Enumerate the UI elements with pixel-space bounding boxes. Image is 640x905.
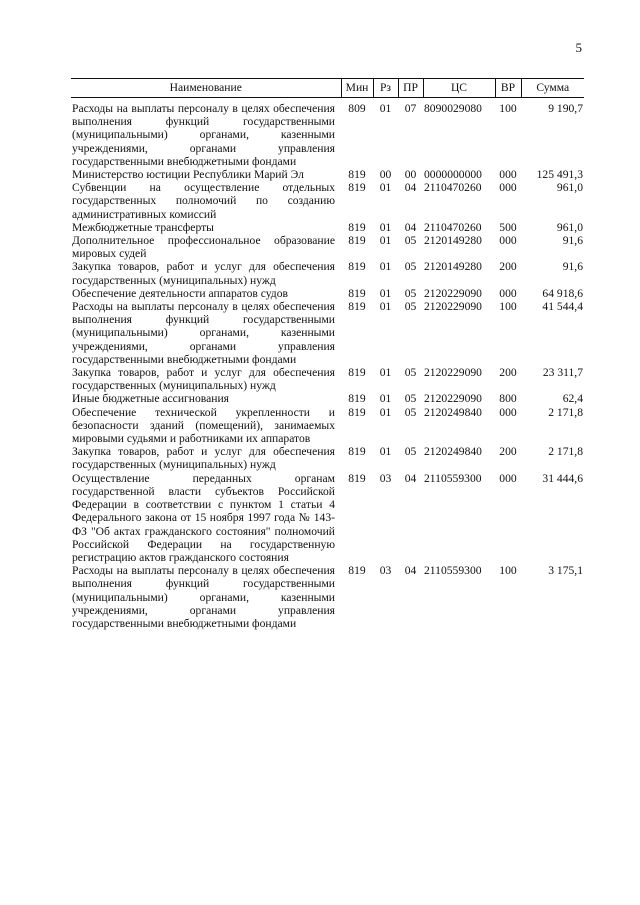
row-pr: 05 bbox=[404, 445, 417, 459]
row-vr: 200 bbox=[499, 366, 517, 380]
row-cs: 2110559300 bbox=[424, 564, 482, 578]
header-pr: ПР bbox=[398, 79, 423, 98]
row-vr: 000 bbox=[499, 234, 517, 248]
row-rz: 01 bbox=[379, 392, 392, 406]
row-rz: 01 bbox=[379, 181, 392, 195]
header-sum: Сумма bbox=[521, 79, 584, 98]
row-vr: 200 bbox=[499, 445, 517, 459]
header-rz: Рз bbox=[373, 79, 398, 98]
row-min: 819 bbox=[348, 181, 366, 195]
row-cs: 2120149280 bbox=[424, 260, 482, 274]
row-cs: 2120229090 bbox=[424, 366, 482, 380]
row-min: 819 bbox=[348, 471, 366, 485]
row-vr: 100 bbox=[499, 300, 517, 314]
row-min: 809 bbox=[348, 102, 366, 115]
row-name: Закупка товаров, работ и услуг для обеспечения государственных (муниципальных) нужд bbox=[72, 260, 335, 287]
row-min: 819 bbox=[348, 168, 366, 182]
row-rz: 01 bbox=[379, 366, 392, 380]
row-name: Обеспечение деятельности аппаратов судов bbox=[72, 286, 288, 300]
row-sum: 2 171,8 bbox=[548, 405, 583, 419]
row-pr: 00 bbox=[404, 168, 417, 182]
row-cs: 2120249840 bbox=[424, 405, 482, 419]
table-row bbox=[71, 445, 584, 471]
row-cs: 2120229090 bbox=[424, 392, 482, 406]
row-vr: 100 bbox=[499, 102, 517, 115]
row-name: Расходы на выплаты персоналу в целях обеспечения выполнения функций государственными (муниципальными) органами, казенными учреждениями, органами управления государственными внебюджетными фондами bbox=[72, 102, 335, 168]
table-header-row bbox=[71, 79, 584, 98]
row-vr: 000 bbox=[499, 471, 517, 485]
table-row bbox=[71, 221, 584, 234]
row-cs: 2110559300 bbox=[424, 471, 482, 485]
row-cs: 2110470260 bbox=[424, 181, 482, 195]
row-min: 819 bbox=[348, 564, 366, 578]
row-rz: 01 bbox=[379, 286, 392, 300]
page-number: 5 bbox=[575, 40, 582, 55]
row-sum: 64 918,6 bbox=[542, 286, 583, 300]
row-pr: 05 bbox=[404, 286, 417, 300]
table-row bbox=[71, 98, 584, 169]
row-rz: 01 bbox=[379, 220, 392, 234]
row-name: Дополнительное профессиональное образование мировых судей bbox=[72, 234, 335, 261]
row-pr: 04 bbox=[404, 471, 417, 485]
row-vr: 500 bbox=[499, 220, 517, 234]
row-name: Субвенции на осуществление отдельных государственных полномочий по созданию административных комиссий bbox=[72, 181, 335, 221]
row-vr: 100 bbox=[499, 564, 517, 578]
row-cs: 0000000000 bbox=[424, 168, 482, 182]
row-rz: 01 bbox=[379, 300, 392, 314]
row-rz: 00 bbox=[379, 168, 392, 182]
row-name: Межбюджетные трансферты bbox=[72, 220, 214, 234]
row-vr: 000 bbox=[499, 168, 517, 182]
row-sum: 31 444,6 bbox=[542, 471, 583, 485]
row-pr: 04 bbox=[404, 181, 417, 195]
row-cs: 2120249840 bbox=[424, 445, 482, 459]
row-pr: 05 bbox=[404, 234, 417, 248]
row-rz: 01 bbox=[379, 405, 392, 419]
row-rz: 01 bbox=[379, 102, 392, 115]
table-row bbox=[71, 366, 584, 392]
row-rz: 01 bbox=[379, 260, 392, 274]
row-min: 819 bbox=[348, 234, 366, 248]
row-name: Закупка товаров, работ и услуг для обеспечения государственных (муниципальных) нужд bbox=[72, 366, 335, 393]
row-sum: 9 190,7 bbox=[548, 102, 583, 115]
table-row bbox=[71, 181, 584, 221]
row-pr: 05 bbox=[404, 392, 417, 406]
row-pr: 05 bbox=[404, 260, 417, 274]
row-cs: 2110470260 bbox=[424, 220, 482, 234]
row-name: Расходы на выплаты персоналу в целях обеспечения выполнения функций государственными (муниципальными) органами, казенными учреждениями, органами управления государственными внебюджетными фондами bbox=[72, 564, 335, 630]
table-row bbox=[71, 168, 584, 181]
row-min: 819 bbox=[348, 300, 366, 314]
row-name: Осуществление переданных органам государственной власти субъектов Российской Федерации в соответствии с пунктом 1 статьи 4 Федерального закона от 15 ноября 1997 года № 143-ФЗ "Об актах гражданского состояния" полномочий Российской Федерации на государственную регистрацию актов гражданского состояния bbox=[72, 471, 335, 564]
row-rz: 01 bbox=[379, 234, 392, 248]
row-sum: 62,4 bbox=[562, 392, 583, 406]
table-row bbox=[71, 300, 584, 366]
row-sum: 41 544,4 bbox=[542, 300, 583, 314]
row-cs: 2120149280 bbox=[424, 234, 482, 248]
row-pr: 04 bbox=[404, 220, 417, 234]
row-cs: 2120229090 bbox=[424, 286, 482, 300]
row-sum: 3 175,1 bbox=[548, 564, 583, 578]
table-row bbox=[71, 406, 584, 446]
row-pr: 05 bbox=[404, 405, 417, 419]
row-name: Обеспечение технической укрепленности и безопасности зданий (помещений), занимаемых мировыми судьями и работниками их аппаратов bbox=[72, 405, 335, 446]
row-pr: 05 bbox=[404, 366, 417, 380]
header-cs: ЦС bbox=[423, 79, 495, 98]
row-vr: 000 bbox=[499, 405, 517, 419]
row-sum: 2 171,8 bbox=[548, 445, 583, 459]
row-sum: 961,0 bbox=[556, 181, 583, 195]
row-name: Министерство юстиции Республики Марий Эл bbox=[72, 168, 304, 182]
row-cs: 8090029080 bbox=[424, 102, 482, 115]
row-cs: 2120229090 bbox=[424, 300, 482, 314]
table-row bbox=[71, 260, 584, 286]
row-vr: 800 bbox=[499, 392, 517, 406]
row-pr: 05 bbox=[404, 300, 417, 314]
row-rz: 03 bbox=[379, 564, 392, 578]
header-name: Наименование bbox=[71, 79, 341, 98]
row-vr: 000 bbox=[499, 181, 517, 195]
header-vr: ВР bbox=[495, 79, 521, 98]
table-row bbox=[71, 234, 584, 260]
table-row bbox=[71, 392, 584, 405]
row-min: 819 bbox=[348, 260, 366, 274]
row-sum: 91,6 bbox=[562, 234, 583, 248]
row-min: 819 bbox=[348, 405, 366, 419]
budget-table bbox=[71, 78, 584, 630]
row-sum: 961,0 bbox=[556, 220, 583, 234]
row-min: 819 bbox=[348, 445, 366, 459]
table-row bbox=[71, 287, 584, 300]
row-pr: 07 bbox=[404, 102, 417, 115]
row-sum: 125 491,3 bbox=[536, 168, 583, 182]
row-min: 819 bbox=[348, 220, 366, 234]
row-min: 819 bbox=[348, 366, 366, 380]
row-sum: 91,6 bbox=[562, 260, 583, 274]
row-sum: 23 311,7 bbox=[542, 366, 583, 380]
table-row bbox=[71, 472, 584, 564]
row-name: Закупка товаров, работ и услуг для обеспечения государственных (муниципальных) нужд bbox=[72, 445, 335, 472]
row-pr: 04 bbox=[404, 564, 417, 578]
row-vr: 200 bbox=[499, 260, 517, 274]
row-name: Иные бюджетные ассигнования bbox=[72, 392, 229, 406]
row-min: 819 bbox=[348, 286, 366, 300]
row-vr: 000 bbox=[499, 286, 517, 300]
row-name: Расходы на выплаты персоналу в целях обеспечения выполнения функций государственными (муниципальными) органами, казенными учреждениями, органами управления государственными внебюджетными фондами bbox=[72, 300, 335, 366]
table-row bbox=[71, 564, 584, 630]
row-min: 819 bbox=[348, 392, 366, 406]
row-rz: 01 bbox=[379, 445, 392, 459]
header-min: Мин bbox=[341, 79, 373, 98]
row-rz: 03 bbox=[379, 471, 392, 485]
